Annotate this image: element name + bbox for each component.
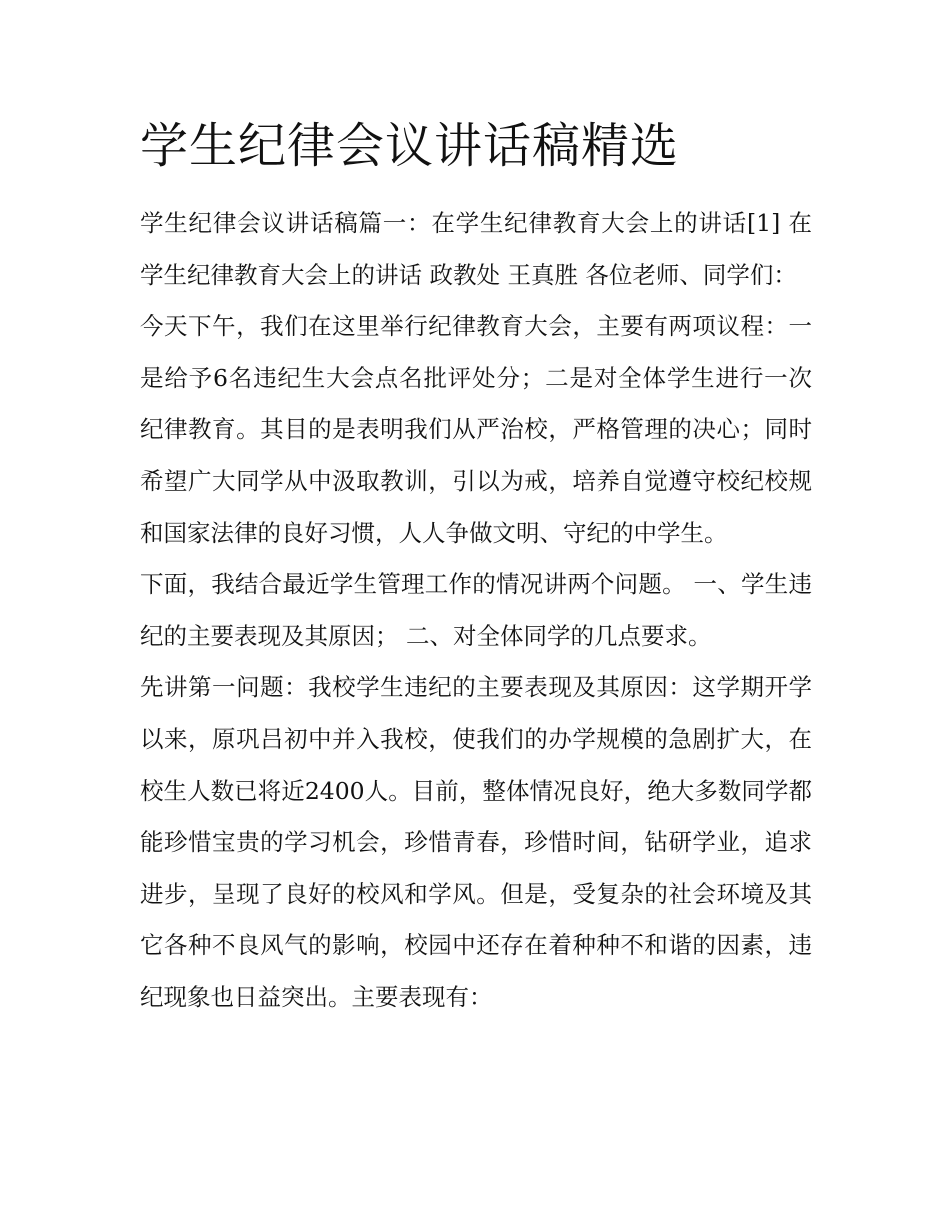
document-body <box>140 198 812 1024</box>
document-title: 学生纪律会议讲话稿精选 <box>140 118 680 174</box>
paragraph-intro: 学生纪律会议讲话稿篇一：在学生纪律教育大会上的讲话[1] 在学生纪律教育大会上的讲话 政教处 王真胜 各位老师、同学们： <box>140 209 812 289</box>
paragraph-first-issue: 先讲第一问题：我校学生违纪的主要表现及其原因：这学期开学以来，原巩吕初中并入我校，使我们的办学规模的急剧扩大，在校生人数已将近2400人。目前，整体情况良好，绝大多数同学都能珍惜宝贵的学习机会，珍惜青春，珍惜时间，钻研学业，追求进步，呈现了良好的校风和学风。但是，受复杂的社会环境及其它各种不良风气的影响，校园中还存在着种种不和谐的因素，违纪现象也日益突出。主要表现有： <box>140 673 812 1011</box>
paragraph-agenda: 今天下午，我们在这里举行纪律教育大会，主要有两项议程：一是给予6名违纪生大会点名批评处分；二是对全体学生进行一次纪律教育。其目的是表明我们从严治校，严格管理的决心；同时希望广大同学从中汲取教训，引以为戒，培养自觉遵守校纪校规和国家法律的良好习惯，人人争做文明、守纪的中学生。 <box>140 312 812 547</box>
paragraph-outline: 下面，我结合最近学生管理工作的情况讲两个问题。 一、学生违纪的主要表现及其原因； 二、对全体同学的几点要求。 <box>140 570 812 650</box>
